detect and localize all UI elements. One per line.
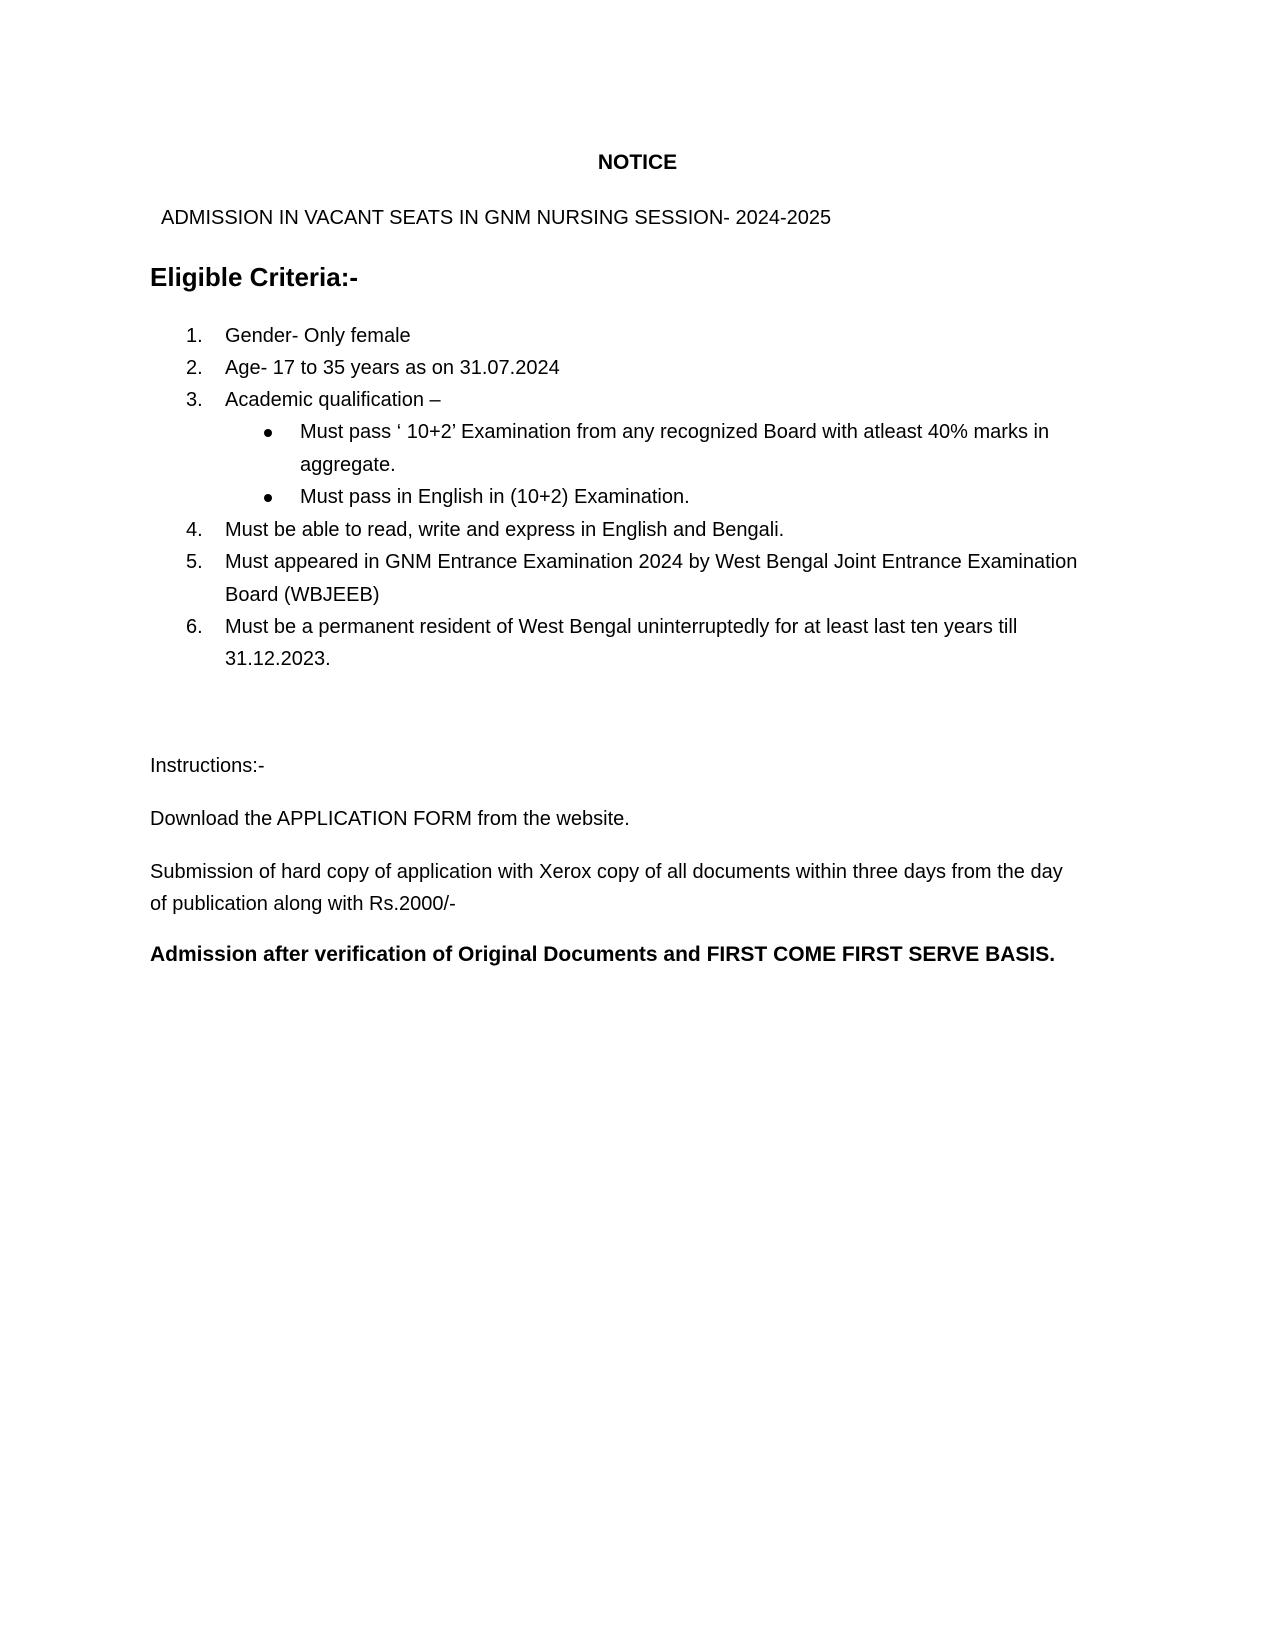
list-item-text: Must be able to read, write and express in English and Bengali.	[225, 519, 785, 541]
submission-instruction: of publication along with Rs.2000/-	[150, 893, 456, 915]
notice-title: NOTICE	[597, 151, 678, 174]
list-item-number: 2.	[186, 357, 203, 379]
admission-note: Admission after verification of Original Documents and FIRST COME FIRST SERVE BASIS.	[150, 943, 1056, 966]
list-item-text: Board (WBJEEB)	[225, 584, 380, 606]
list-item-text: Gender- Only female	[225, 325, 411, 347]
list-item-number: 4.	[186, 519, 203, 541]
list-item-text: Must appeared in GNM Entrance Examination 2024 by West Bengal Joint Entrance Examination	[225, 551, 1078, 573]
sub-item-text: aggregate.	[300, 454, 396, 476]
list-item-text: Academic qualification –	[225, 389, 441, 411]
list-item-number: 5.	[186, 551, 203, 573]
list-item-text: 31.12.2023.	[225, 648, 331, 670]
sub-item-text: Must pass in English in (10+2) Examination.	[300, 486, 690, 508]
list-item-number: 6.	[186, 616, 203, 638]
list-item-number: 1.	[186, 325, 203, 347]
sub-item-text: Must pass ‘ 10+2’ Examination from any recognized Board with atleast 40% marks in	[300, 421, 1050, 443]
list-item-text: Must be a permanent resident of West Bengal uninterruptedly for at least last ten years till	[225, 616, 1018, 638]
list-item-number: 3.	[186, 389, 203, 411]
submission-instruction: Submission of hard copy of application with Xerox copy of all documents within three days from the day	[150, 861, 1063, 883]
bullet-icon	[264, 494, 272, 502]
download-instruction: Download the APPLICATION FORM from the website.	[150, 808, 630, 830]
bullet-icon	[264, 429, 272, 437]
list-item-text: Age- 17 to 35 years as on 31.07.2024	[225, 357, 560, 379]
eligibility-heading: Eligible Criteria:-	[150, 262, 359, 292]
instructions-heading: Instructions:-	[150, 755, 265, 777]
notice-subject: ADMISSION IN VACANT SEATS IN GNM NURSING SESSION- 2024-2025	[161, 207, 832, 229]
